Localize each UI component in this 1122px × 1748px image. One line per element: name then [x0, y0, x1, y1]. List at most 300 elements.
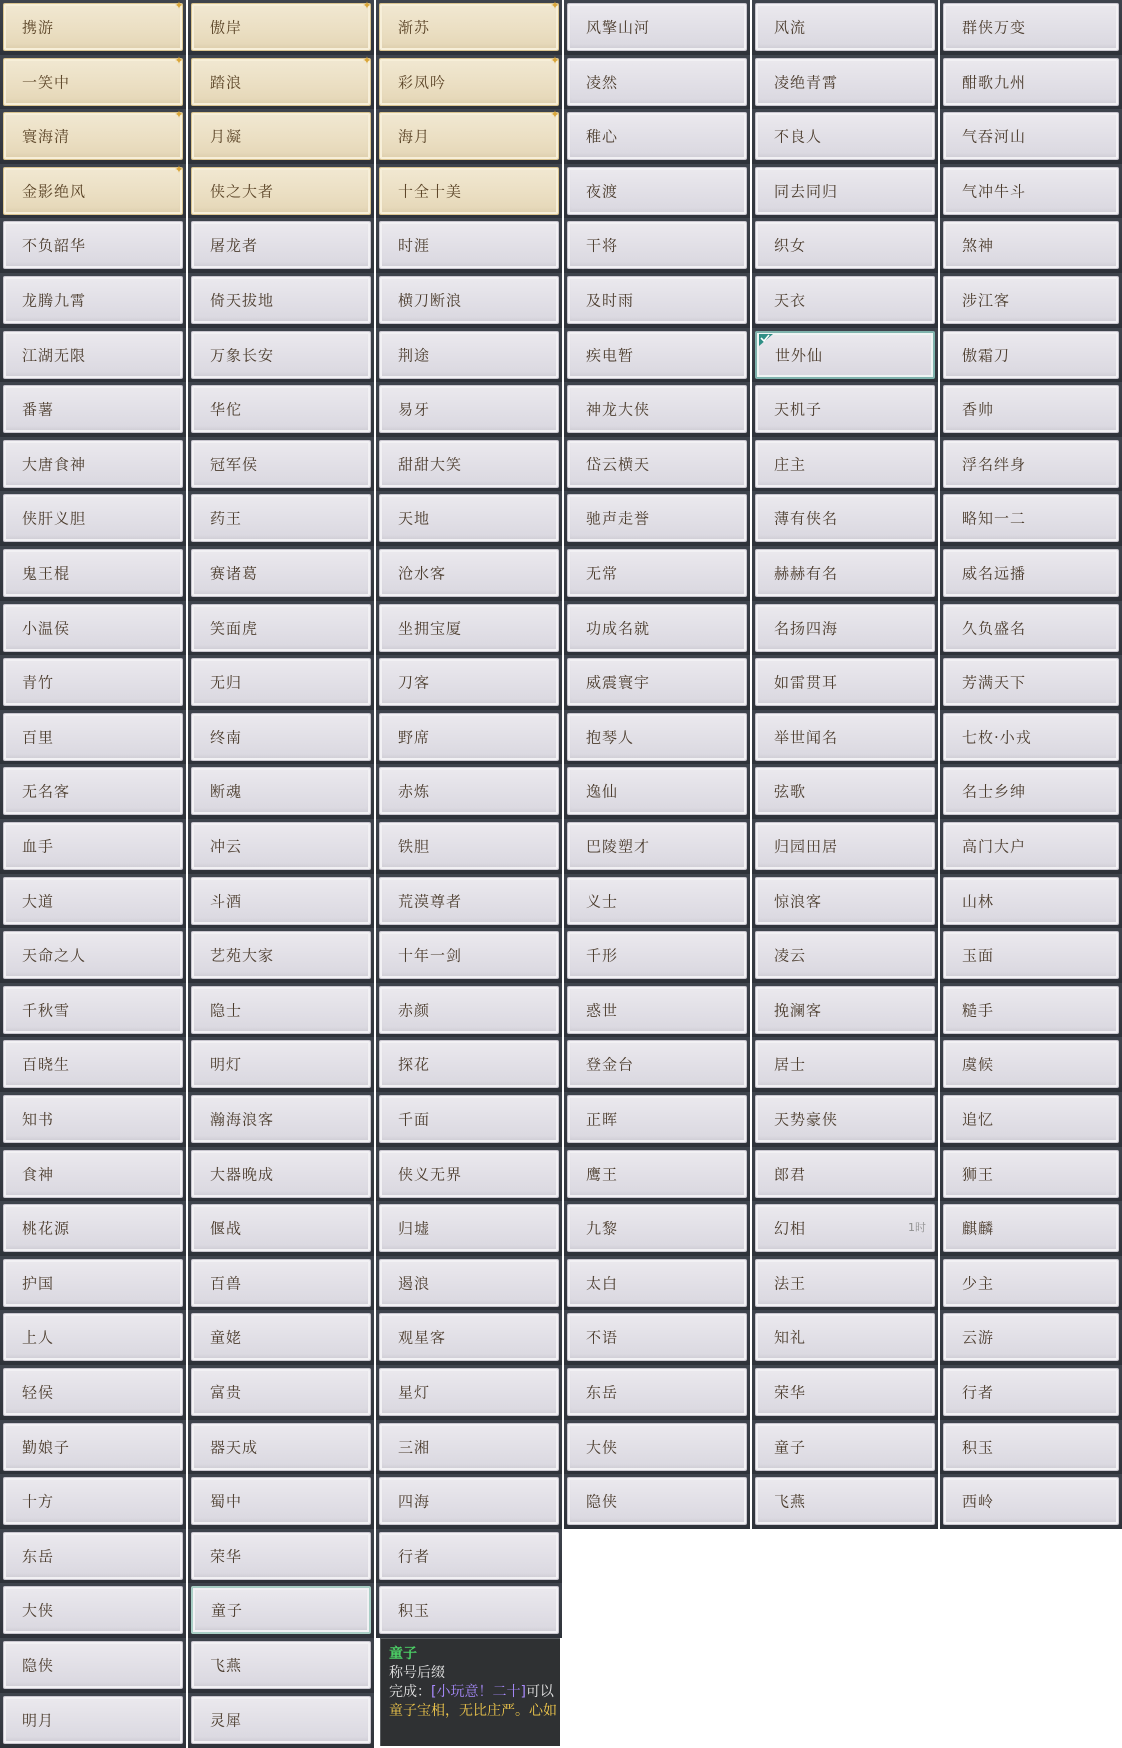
title-cell — [564, 328, 750, 383]
title-card[interactable] — [567, 1095, 747, 1143]
title-label: 傲霜刀 — [962, 346, 1011, 365]
title-card[interactable] — [943, 1204, 1119, 1252]
title-card[interactable] — [379, 549, 559, 597]
title-label: 追忆 — [962, 1110, 995, 1129]
title-card[interactable] — [3, 604, 183, 652]
title-card[interactable] — [755, 549, 935, 597]
title-cell — [188, 764, 374, 819]
title-card[interactable] — [755, 986, 935, 1034]
title-card[interactable] — [755, 385, 935, 433]
title-cell — [0, 382, 186, 437]
title-card[interactable] — [379, 822, 559, 870]
title-card[interactable] — [943, 713, 1119, 761]
title-cell — [376, 1365, 562, 1420]
title-card[interactable] — [943, 767, 1119, 815]
title-card[interactable] — [3, 1641, 183, 1689]
title-card[interactable] — [755, 1095, 935, 1143]
title-card[interactable] — [755, 1259, 935, 1307]
title-cell — [0, 437, 186, 492]
title-card[interactable] — [755, 1150, 935, 1198]
star-corner-icon: ✦ — [174, 54, 184, 67]
title-card[interactable] — [567, 1204, 747, 1252]
title-card[interactable] — [379, 1477, 559, 1525]
title-card[interactable] — [943, 494, 1119, 542]
title-card[interactable] — [755, 440, 935, 488]
title-label: 大道 — [22, 892, 55, 911]
title-card[interactable] — [567, 331, 747, 379]
title-card[interactable] — [3, 0, 184, 51]
title-card[interactable] — [755, 276, 935, 324]
title-card[interactable] — [755, 1204, 935, 1252]
title-cell — [564, 928, 750, 983]
title-label: 云游 — [962, 1328, 995, 1347]
title-card[interactable] — [567, 713, 747, 761]
title-card[interactable] — [567, 1040, 747, 1088]
title-card[interactable] — [191, 549, 371, 597]
title-card[interactable] — [379, 1368, 559, 1416]
title-card[interactable] — [379, 385, 559, 433]
title-card[interactable] — [191, 1586, 371, 1634]
title-cell — [752, 164, 938, 219]
title-cell — [376, 382, 562, 437]
title-card[interactable] — [567, 112, 747, 160]
title-card[interactable] — [567, 1150, 747, 1198]
title-card[interactable] — [379, 54, 560, 106]
title-cell — [940, 1365, 1122, 1420]
title-cell — [564, 819, 750, 874]
title-card[interactable] — [191, 1696, 371, 1744]
title-card[interactable] — [3, 54, 184, 106]
title-card[interactable] — [3, 1586, 183, 1634]
title-card[interactable] — [379, 108, 560, 160]
title-cell — [752, 382, 938, 437]
title-card[interactable] — [567, 658, 747, 706]
title-label: 探花 — [398, 1055, 431, 1074]
title-card[interactable] — [3, 1204, 183, 1252]
title-card[interactable] — [755, 221, 935, 269]
title-label: 千面 — [398, 1110, 431, 1129]
title-card[interactable] — [3, 1313, 183, 1361]
title-cell — [376, 491, 562, 546]
tooltip-complete-link[interactable]: [小玩意！二十] — [431, 1684, 526, 1700]
title-label: 冲云 — [210, 837, 243, 856]
title-card[interactable] — [943, 385, 1119, 433]
title-card[interactable] — [567, 822, 747, 870]
title-card[interactable] — [943, 276, 1119, 324]
title-cell — [752, 764, 938, 819]
title-card[interactable] — [191, 1313, 371, 1361]
title-card[interactable] — [755, 1423, 935, 1471]
title-card[interactable] — [567, 877, 747, 925]
title-card[interactable] — [755, 713, 935, 761]
title-card[interactable] — [567, 494, 747, 542]
title-label: 太白 — [586, 1274, 619, 1293]
title-card[interactable] — [379, 167, 559, 215]
title-card[interactable] — [379, 1586, 559, 1634]
title-card[interactable] — [3, 767, 183, 815]
title-card[interactable] — [567, 1423, 747, 1471]
title-cell — [752, 1092, 938, 1147]
title-card[interactable] — [755, 494, 935, 542]
title-cell — [0, 491, 186, 546]
title-label: 名扬四海 — [774, 619, 839, 638]
title-label: 狮王 — [962, 1165, 995, 1184]
title-card[interactable] — [567, 1368, 747, 1416]
title-label: 归园田居 — [774, 837, 839, 856]
title-cell — [376, 437, 562, 492]
title-card[interactable] — [567, 549, 747, 597]
title-label: 气吞河山 — [962, 127, 1027, 146]
title-card[interactable] — [379, 331, 559, 379]
title-card[interactable] — [191, 931, 371, 979]
title-cell — [376, 1474, 562, 1529]
title-label: 高门大户 — [962, 837, 1027, 856]
title-card[interactable] — [379, 658, 559, 706]
title-cell — [376, 0, 562, 55]
title-label: 凌绝青霄 — [774, 73, 839, 92]
title-card[interactable] — [191, 1532, 371, 1580]
title-card[interactable] — [379, 0, 560, 51]
title-card[interactable] — [3, 1696, 183, 1744]
title-card[interactable] — [191, 1095, 371, 1143]
title-cell — [0, 218, 186, 273]
title-cell — [0, 1420, 186, 1475]
title-cell — [564, 1256, 750, 1311]
title-card[interactable] — [379, 1532, 559, 1580]
title-card[interactable] — [3, 1477, 183, 1525]
title-card[interactable] — [191, 658, 371, 706]
title-label: 富贵 — [210, 1383, 243, 1402]
title-card[interactable] — [567, 1477, 747, 1525]
title-label: 玉面 — [962, 946, 995, 965]
title-label: 糙手 — [962, 1001, 995, 1020]
title-cell — [188, 437, 374, 492]
title-card[interactable] — [3, 1423, 183, 1471]
title-label: 童姥 — [210, 1328, 243, 1347]
title-card-selected[interactable] — [755, 331, 935, 379]
title-card[interactable] — [191, 54, 372, 106]
title-label: 风流 — [774, 18, 807, 37]
title-card[interactable] — [379, 440, 559, 488]
title-card[interactable] — [379, 931, 559, 979]
title-label: 飞燕 — [210, 1656, 243, 1675]
title-label: 夜渡 — [586, 182, 619, 201]
title-cell — [188, 710, 374, 765]
title-card[interactable] — [943, 1313, 1119, 1361]
title-cell — [940, 983, 1122, 1038]
title-cell — [940, 1037, 1122, 1092]
title-card[interactable] — [191, 1204, 371, 1252]
title-card[interactable] — [3, 713, 183, 761]
title-card[interactable] — [567, 58, 747, 106]
title-card[interactable] — [191, 767, 371, 815]
title-card[interactable] — [3, 822, 183, 870]
title-label: 久负盛名 — [962, 619, 1027, 638]
title-card[interactable] — [567, 1259, 747, 1307]
title-card[interactable] — [755, 931, 935, 979]
title-cell — [752, 655, 938, 710]
title-cell — [188, 328, 374, 383]
title-label: 逸仙 — [586, 782, 619, 801]
title-card[interactable] — [943, 658, 1119, 706]
title-cell — [940, 928, 1122, 983]
title-card[interactable] — [943, 1423, 1119, 1471]
title-label: 积玉 — [398, 1601, 431, 1620]
title-cell — [188, 1256, 374, 1311]
title-card[interactable] — [379, 1204, 559, 1252]
title-cell — [376, 1529, 562, 1584]
title-card[interactable] — [567, 767, 747, 815]
title-card[interactable] — [3, 494, 183, 542]
title-label: 东岳 — [586, 1383, 619, 1402]
title-card[interactable] — [943, 1150, 1119, 1198]
title-card[interactable] — [3, 108, 184, 160]
title-card[interactable] — [191, 604, 371, 652]
title-card[interactable] — [3, 440, 183, 488]
title-label: 行者 — [962, 1383, 995, 1402]
title-cell — [564, 1310, 750, 1365]
title-cell — [0, 1474, 186, 1529]
title-card[interactable] — [755, 58, 935, 106]
title-card[interactable] — [3, 1150, 183, 1198]
title-card[interactable] — [755, 112, 935, 160]
title-card[interactable] — [567, 385, 747, 433]
title-cell — [188, 1201, 374, 1256]
title-label: 略知一二 — [962, 509, 1027, 528]
title-card[interactable] — [943, 931, 1119, 979]
title-card[interactable] — [755, 658, 935, 706]
title-card[interactable] — [3, 331, 183, 379]
title-cell — [940, 874, 1122, 929]
title-label: 岱云横天 — [586, 455, 651, 474]
title-cell — [940, 218, 1122, 273]
title-cell — [752, 1256, 938, 1311]
title-label: 赫赫有名 — [774, 564, 839, 583]
title-card[interactable] — [567, 1313, 747, 1361]
title-label: 器天成 — [210, 1438, 259, 1457]
title-cell — [940, 1147, 1122, 1202]
title-card[interactable] — [379, 276, 559, 324]
title-cell — [564, 601, 750, 656]
title-label: 铁胆 — [398, 837, 431, 856]
title-label: 薄有侠名 — [774, 509, 839, 528]
title-label: 彩凤吟 — [398, 73, 447, 92]
title-card[interactable] — [943, 331, 1119, 379]
title-card[interactable] — [191, 385, 371, 433]
title-label: 天势豪侠 — [774, 1110, 839, 1129]
title-cell — [564, 546, 750, 601]
title-label: 气冲牛斗 — [962, 182, 1027, 201]
title-card[interactable] — [379, 1095, 559, 1143]
title-card[interactable] — [943, 167, 1119, 215]
title-card[interactable] — [943, 112, 1119, 160]
title-label: 寰海清 — [22, 127, 71, 146]
title-cell — [0, 1529, 186, 1584]
title-cell — [188, 218, 374, 273]
title-card[interactable] — [191, 713, 371, 761]
title-card[interactable] — [379, 986, 559, 1034]
title-card[interactable] — [191, 112, 371, 160]
title-card[interactable] — [943, 1040, 1119, 1088]
title-card[interactable] — [3, 221, 183, 269]
title-card[interactable] — [191, 167, 371, 215]
title-cell — [752, 1147, 938, 1202]
title-label: 坐拥宝厦 — [398, 619, 463, 638]
title-card[interactable] — [943, 877, 1119, 925]
title-cell — [752, 1420, 938, 1475]
title-label: 童子 — [211, 1601, 244, 1620]
title-label: 不负韶华 — [22, 236, 87, 255]
title-card[interactable] — [379, 221, 559, 269]
title-card[interactable] — [943, 440, 1119, 488]
title-card[interactable] — [379, 713, 559, 761]
title-cell — [0, 1365, 186, 1420]
title-card[interactable] — [191, 1423, 371, 1471]
title-cell — [752, 491, 938, 546]
title-card[interactable] — [379, 877, 559, 925]
title-cell — [0, 601, 186, 656]
title-card[interactable] — [191, 1368, 371, 1416]
title-label: 冠军侯 — [210, 455, 259, 474]
title-label: 干将 — [586, 236, 619, 255]
title-card[interactable] — [3, 1040, 183, 1088]
title-card[interactable] — [3, 276, 183, 324]
title-cell — [188, 601, 374, 656]
title-cell — [188, 546, 374, 601]
title-card[interactable] — [943, 1477, 1119, 1525]
title-card[interactable] — [379, 1259, 559, 1307]
title-card[interactable] — [755, 1477, 935, 1525]
title-card[interactable] — [943, 822, 1119, 870]
title-card[interactable] — [191, 1040, 371, 1088]
title-cell — [376, 874, 562, 929]
title-card[interactable] — [191, 986, 371, 1034]
title-card[interactable] — [755, 877, 935, 925]
title-label: 名士乡绅 — [962, 782, 1027, 801]
title-card[interactable] — [755, 167, 935, 215]
title-card[interactable] — [755, 1368, 935, 1416]
title-cell — [752, 874, 938, 929]
title-card[interactable] — [191, 0, 372, 51]
title-card[interactable] — [755, 767, 935, 815]
title-label: 小温侯 — [22, 619, 71, 638]
title-card[interactable] — [191, 440, 371, 488]
title-label: 酣歌九州 — [962, 73, 1027, 92]
title-card[interactable] — [191, 1641, 371, 1689]
title-cell — [0, 1310, 186, 1365]
title-label: 番薯 — [22, 400, 55, 419]
title-card[interactable] — [567, 931, 747, 979]
star-corner-icon: ✦ — [550, 54, 560, 67]
title-card[interactable] — [567, 986, 747, 1034]
title-card[interactable] — [3, 986, 183, 1034]
title-card[interactable] — [3, 877, 183, 925]
title-card[interactable] — [191, 1477, 371, 1525]
title-card[interactable] — [943, 549, 1119, 597]
title-card[interactable] — [943, 221, 1119, 269]
title-cell — [564, 710, 750, 765]
title-cell — [564, 764, 750, 819]
title-card[interactable] — [943, 1368, 1119, 1416]
title-label: 大器晚成 — [210, 1165, 275, 1184]
title-label: 惊浪客 — [774, 892, 823, 911]
title-card[interactable] — [3, 658, 183, 706]
title-card[interactable] — [3, 1532, 183, 1580]
title-cell — [752, 601, 938, 656]
title-label: 艺苑大家 — [210, 946, 275, 965]
title-card[interactable] — [943, 3, 1119, 51]
title-label: 庄主 — [774, 455, 807, 474]
title-card[interactable] — [379, 604, 559, 652]
title-cell — [940, 546, 1122, 601]
title-cell — [940, 0, 1122, 55]
title-cell — [940, 328, 1122, 383]
title-card[interactable] — [755, 822, 935, 870]
title-card[interactable] — [379, 1040, 559, 1088]
title-card[interactable] — [567, 167, 747, 215]
title-card[interactable] — [943, 604, 1119, 652]
title-card[interactable] — [755, 1040, 935, 1088]
title-card[interactable] — [379, 767, 559, 815]
title-cell — [0, 1256, 186, 1311]
title-cell — [940, 1256, 1122, 1311]
title-card[interactable] — [3, 931, 183, 979]
title-label: 荒漠尊者 — [398, 892, 463, 911]
title-card[interactable] — [379, 1313, 559, 1361]
title-card[interactable] — [379, 494, 559, 542]
title-card[interactable] — [3, 385, 183, 433]
title-card[interactable] — [943, 986, 1119, 1034]
title-label: 行者 — [398, 1547, 431, 1566]
title-card[interactable] — [3, 549, 183, 597]
title-label: 断魂 — [210, 782, 243, 801]
title-card[interactable] — [379, 1423, 559, 1471]
title-card[interactable] — [379, 1150, 559, 1198]
title-cell — [940, 109, 1122, 164]
title-card[interactable] — [3, 1095, 183, 1143]
title-card[interactable] — [191, 494, 371, 542]
title-card[interactable] — [191, 331, 371, 379]
title-card[interactable] — [191, 1259, 371, 1307]
title-card[interactable] — [567, 3, 747, 51]
title-card[interactable] — [191, 276, 371, 324]
title-card[interactable] — [191, 221, 371, 269]
title-card[interactable] — [943, 1095, 1119, 1143]
title-card[interactable] — [567, 604, 747, 652]
title-cell — [376, 1037, 562, 1092]
title-label: 侠肝义胆 — [22, 509, 87, 528]
title-card[interactable] — [3, 1259, 183, 1307]
title-card[interactable] — [191, 877, 371, 925]
title-cell — [940, 819, 1122, 874]
title-label: 西岭 — [962, 1492, 995, 1511]
title-cell — [940, 164, 1122, 219]
star-corner-icon: ✦ — [362, 54, 372, 67]
title-card[interactable] — [567, 221, 747, 269]
title-card[interactable] — [943, 1259, 1119, 1307]
title-card[interactable] — [755, 3, 935, 51]
title-card[interactable] — [3, 163, 184, 215]
title-card[interactable] — [755, 604, 935, 652]
title-cell — [0, 928, 186, 983]
title-card[interactable] — [3, 1368, 183, 1416]
title-card[interactable] — [755, 1313, 935, 1361]
title-card[interactable] — [567, 276, 747, 324]
title-card[interactable] — [943, 58, 1119, 106]
title-card[interactable] — [567, 440, 747, 488]
title-card[interactable] — [191, 1150, 371, 1198]
title-card[interactable] — [191, 822, 371, 870]
